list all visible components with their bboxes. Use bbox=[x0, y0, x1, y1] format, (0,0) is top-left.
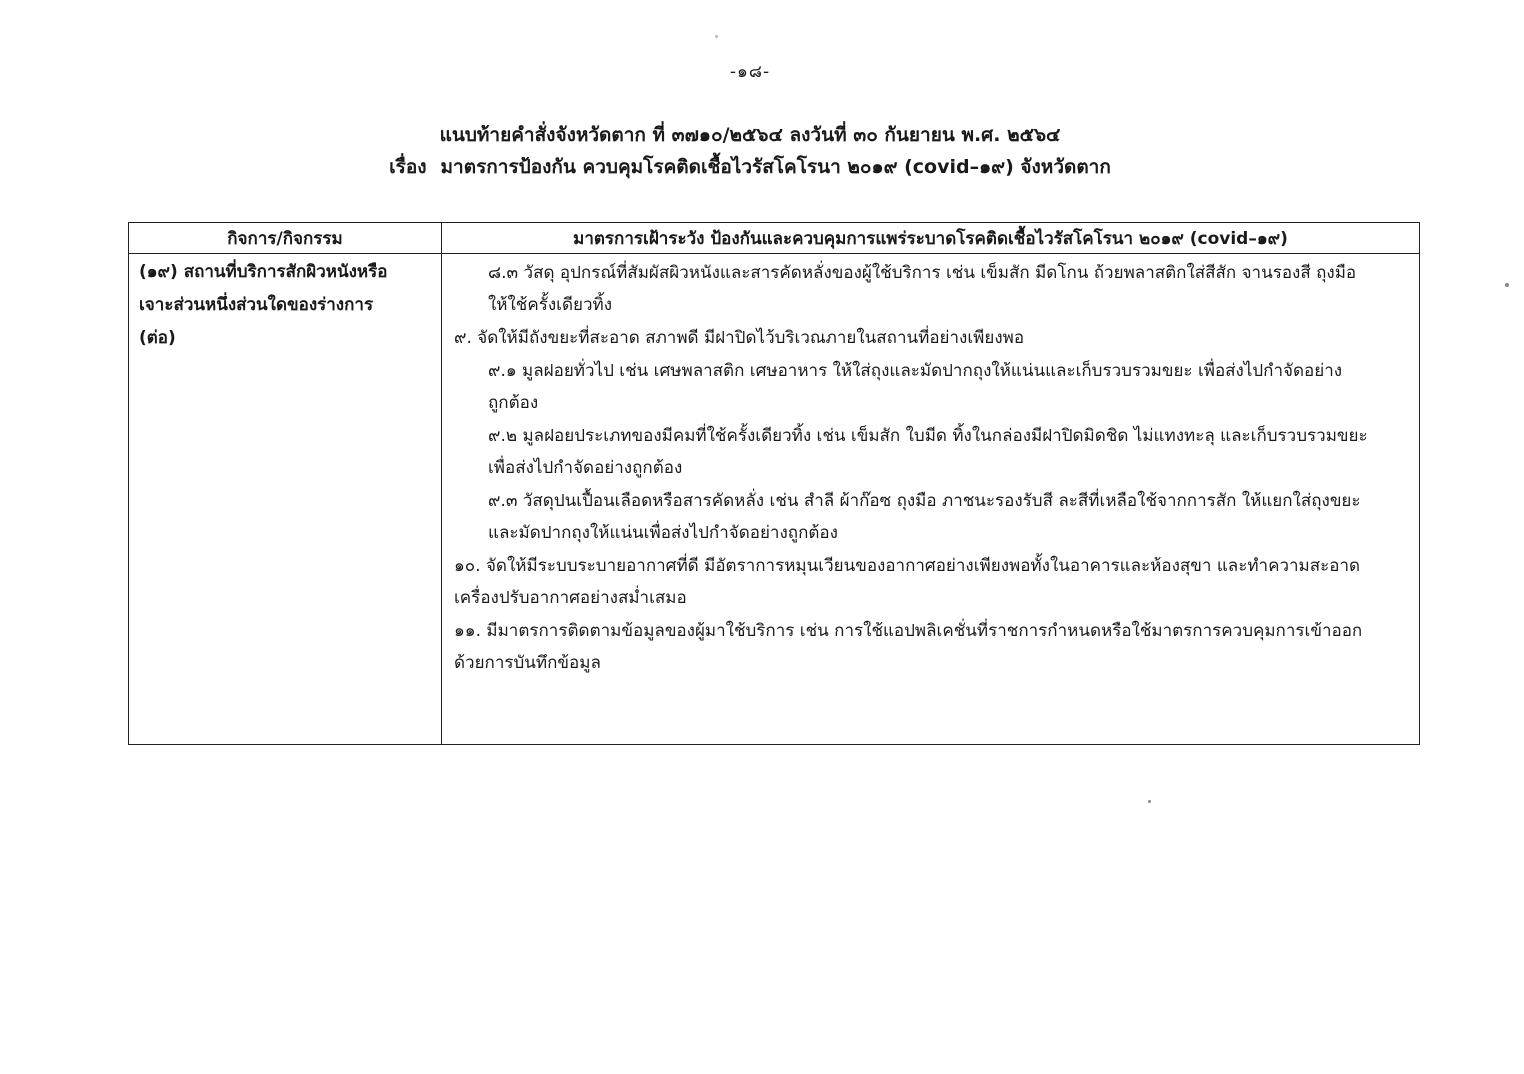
document-subject bbox=[0, 152, 1500, 182]
column-header-activity: กิจการ/กิจกรรม bbox=[129, 223, 442, 254]
page-number: -๑๘- bbox=[729, 62, 771, 82]
measure-item-11 bbox=[448, 615, 1411, 679]
table-header-row bbox=[129, 223, 1420, 254]
measure-item-9-2 bbox=[448, 420, 1411, 484]
measure-text: ๙.๓ วัสดุปนเปื้อนเลือดหรือสารคัดหลั่ง เช่น สำลี ผ้าก๊อซ ถุงมือ ภาชนะรองรับสี ละสีที่เหลือใช้จากการสัก ให้แยกใส่ถุงขยะ bbox=[488, 491, 1361, 511]
measure-item-9-1 bbox=[448, 355, 1411, 419]
measure-text: ๑๐. จัดให้มีระบบระบายอากาศที่ดี มีอัตราการหมุนเวียนของอากาศอย่างเพียงพอทั้งในอาคารและห้องสุขา และทำความสะอาด bbox=[454, 556, 1361, 576]
activity-line: เจาะส่วนหนึ่งส่วนใดของร่างการ bbox=[139, 295, 374, 315]
measure-text: ๙.๒ มูลฝอยประเภทของมีคมที่ใช้ครั้งเดียวทิ้ง เช่น เข็มสัก ใบมีด ทิ้งในกล่องมีฝาปิดมิดชิด ไม่แทงทะลุ และเก็บรวบรวมขยะ bbox=[488, 426, 1368, 446]
measure-text-cont: เครื่องปรับอากาศอย่างสม่ำเสมอ bbox=[454, 588, 687, 608]
measure-item-10 bbox=[448, 550, 1411, 614]
activity-line: (ต่อ) bbox=[139, 328, 176, 348]
measure-text-cont: ถูกต้อง bbox=[488, 393, 539, 413]
subject-label: เรื่อง bbox=[389, 156, 427, 178]
measure-text-cont: และมัดปากถุงให้แน่นเพื่อส่งไปกำจัดอย่างถูกต้อง bbox=[488, 523, 838, 543]
measures-cell bbox=[442, 254, 1420, 745]
subject-text: มาตรการป้องกัน ควบคุมโรคติดเชื้อไวรัสโคโรนา ๒๐๑๙ (covid–๑๙) จังหวัดตาก bbox=[440, 156, 1111, 178]
scan-speck bbox=[715, 35, 718, 38]
measure-item-9 bbox=[448, 322, 1411, 354]
measure-item-8-3 bbox=[448, 257, 1411, 321]
scan-speck bbox=[1505, 283, 1509, 287]
scan-speck bbox=[1148, 800, 1151, 803]
activity-cell bbox=[129, 254, 442, 745]
measure-text: ๑๑. มีมาตรการติดตามข้อมูลของผู้มาใช้บริการ เช่น การใช้แอปพลิเคชั่นที่ราชการกำหนดหรือใช้มาตรการควบคุมการเข้าออก bbox=[454, 621, 1363, 641]
document-title: แนบท้ายคำสั่งจังหวัดตาก ที่ ๓๗๑๐/๒๕๖๔ ลงวันที่ ๓๐ กันยายน พ.ศ. ๒๕๖๔ bbox=[439, 124, 1061, 146]
measure-text-cont: ให้ใช้ครั้งเดียวทิ้ง bbox=[488, 295, 613, 315]
measure-text-cont: ด้วยการบันทึกข้อมูล bbox=[454, 653, 601, 673]
column-header-measures: มาตรการเฝ้าระวัง ป้องกันและควบคุมการแพร่ระบาดโรคติดเชื้อไวรัสโคโรนา ๒๐๑๙ (covid–๑๙) bbox=[442, 223, 1420, 254]
measure-text-cont: เพื่อส่งไปกำจัดอย่างถูกต้อง bbox=[488, 458, 683, 478]
measure-item-9-3 bbox=[448, 485, 1411, 549]
measure-text: ๙.๑ มูลฝอยทั่วไป เช่น เศษพลาสติก เศษอาหาร ให้ใส่ถุงและมัดปากถุงให้แน่นและเก็บรวบรวมขยะ เพื่อส่งไปกำจัดอย่าง bbox=[488, 361, 1343, 381]
measures-table bbox=[128, 222, 1420, 745]
measure-text: ๙. จัดให้มีถังขยะที่สะอาด สภาพดี มีฝาปิดไว้บริเวณภายในสถานที่อย่างเพียงพอ bbox=[454, 328, 1025, 348]
table-row bbox=[129, 254, 1420, 745]
activity-line: (๑๙) สถานที่บริการสักผิวหนังหรือ bbox=[139, 262, 388, 282]
measure-text: ๘.๓ วัสดุ อุปกรณ์ที่สัมผัสผิวหนังและสารคัดหลั่งของผู้ใช้บริการ เช่น เข็มสัก มีดโกน ถ้วยพลาสติกใส่สีสัก จานรองสี ถุงมือ bbox=[488, 263, 1357, 283]
